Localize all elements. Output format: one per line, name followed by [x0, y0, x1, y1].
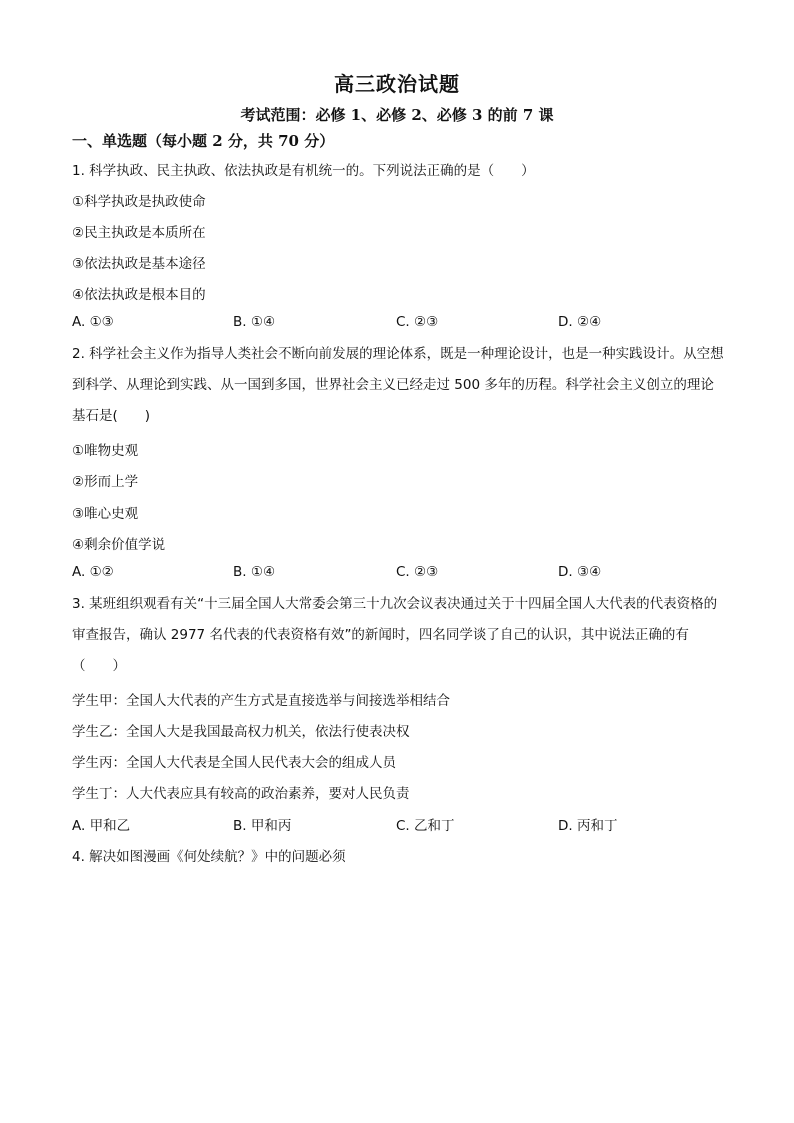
question-2-option-c[interactable]: C. ②③: [396, 564, 439, 580]
question-1-option-d[interactable]: D. ②④: [558, 314, 602, 330]
question-3-item-2: 学生乙：全国人大是我国最高权力机关，依法行使表决权: [72, 724, 410, 740]
question-3-option-a[interactable]: A. 甲和乙: [72, 818, 131, 834]
section-heading: 一、单选题（每小题 2 分，共 70 分）: [72, 132, 335, 150]
question-1-item-3: ③依法执政是基本途径: [72, 256, 206, 272]
question-1-option-a[interactable]: A. ①③: [72, 314, 114, 330]
question-2-item-2: ②形而上学: [72, 474, 139, 490]
exam-scope: 考试范围：必修 1、必修 2、必修 3 的前 7 课: [240, 106, 554, 124]
question-1-options: [72, 314, 724, 334]
question-4-stem: 4. 解决如图漫画《何处续航？》中的问题必须: [72, 849, 346, 865]
page-title: 高三政治试题: [334, 72, 460, 96]
question-3-item-4: 学生丁：人大代表应具有较高的政治素养，要对人民负责: [72, 786, 410, 802]
question-3-item-1: 学生甲：全国人大代表的产生方式是直接选举与间接选举相结合: [72, 693, 450, 709]
question-3-option-b[interactable]: B. 甲和丙: [233, 818, 292, 834]
question-3-options: [72, 814, 724, 834]
question-1-option-b[interactable]: B. ①④: [233, 314, 276, 330]
question-2-stem: 2. 科学社会主义作为指导人类社会不断向前发展的理论体系，既是一种理论设计，也是一种实践设计。从空想到科学、从理论到实践、从一国到多国，世界社会主义已经走过 500 多年的历程。科学社会主义创立的理论基石是( ): [72, 346, 724, 424]
question-2-options: [72, 564, 724, 584]
question-1-stem: 1. 科学执政、民主执政、依法执政是有机统一的。下列说法正确的是（ ）: [72, 163, 535, 179]
question-1-item-1: ①科学执政是执政使命: [72, 194, 206, 210]
question-2-item-4: ④剩余价值学说: [72, 537, 166, 553]
question-3-item-3: 学生丙：全国人大代表是全国人民代表大会的组成人员: [72, 755, 396, 771]
question-3-option-d[interactable]: D. 丙和丁: [558, 818, 618, 834]
question-2-item-3: ③唯心史观: [72, 506, 139, 522]
question-1-item-4: ④依法执政是根本目的: [72, 287, 206, 303]
question-3-stem: 3. 某班组织观看有关“十三届全国人大常委会第三十九次会议表决通过关于十四届全国人大代表的代表资格的审查报告，确认 2977 名代表的代表资格有效”的新闻时，四名同学谈了自己的认识，其中说法正确的有（ ）: [72, 596, 718, 674]
question-1-option-c[interactable]: C. ②③: [396, 314, 439, 330]
question-2-option-a[interactable]: A. ①②: [72, 564, 114, 580]
question-1-item-2: ②民主执政是本质所在: [72, 225, 206, 241]
question-2-option-b[interactable]: B. ①④: [233, 564, 276, 580]
question-2-option-d[interactable]: D. ③④: [558, 564, 602, 580]
question-3-option-c[interactable]: C. 乙和丁: [396, 818, 455, 834]
question-2-item-1: ①唯物史观: [72, 443, 139, 459]
